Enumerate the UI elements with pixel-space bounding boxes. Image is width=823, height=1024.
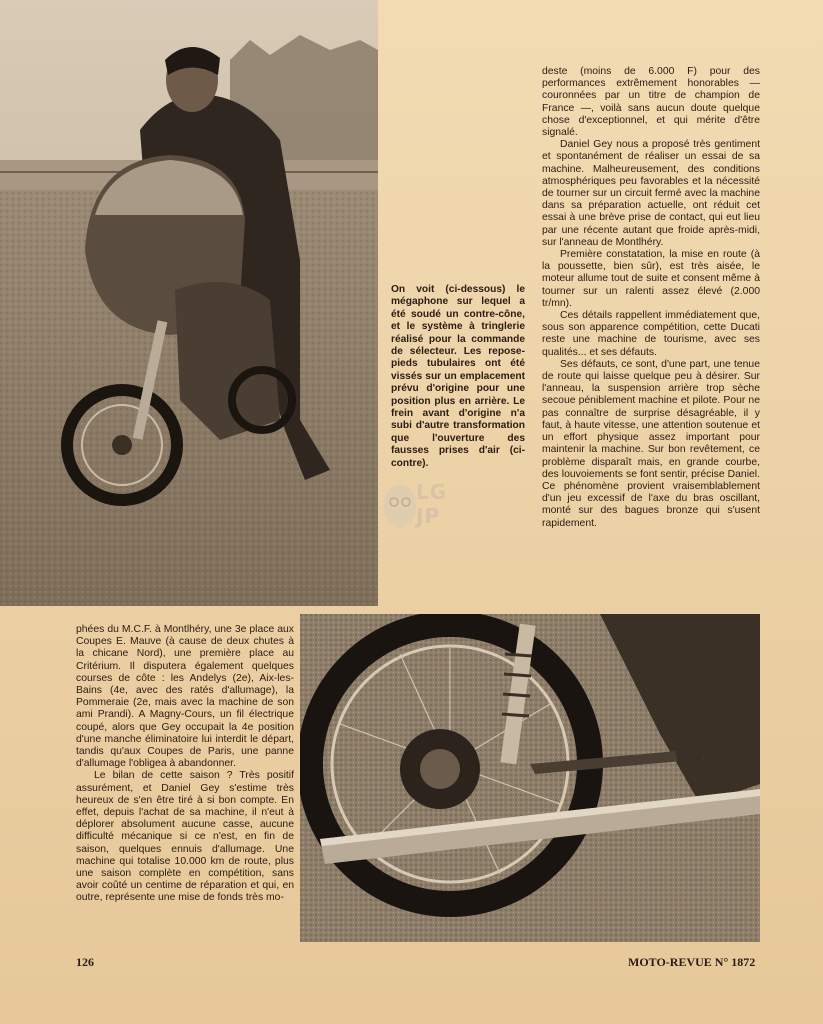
rider-motorcycle-photo <box>0 0 378 606</box>
paragraph: Ces détails rappellent immédiatement que, sous son apparence compétition, cette Ducati reste une machine de tourisme, avec ses qualités... et ses défauts. <box>542 310 760 358</box>
paragraph: phées du M.C.F. à Montlhéry, une 3e place aux Coupes E. Mauve (à cause de deux chutes à la chicane Nord), une première place au Critérium. Il disputera également quelques courses de côte : les Andelys (2e), Aix-les-Bains (4e, avec des ratés d'allumage), la Pommeraie (2e, mais avec la machine de son ami Prandi). A Magny-Cours, un fil électrique coupé, alors que Gey occupait la 4e position d'une manche éliminatoire lui interdit le départ, tandis qu'aux Coupes de Paris, une panne d'allumage l'obligea à abandonner. <box>76 624 294 770</box>
paragraph: Première constatation, la mise en route (à la poussette, bien sûr), est très aisée, le moteur allume tout de suite et consent même à tourner sur un ralenti assez élevé (2.000 tr/mn). <box>542 249 760 309</box>
caption-text: On voit (ci-dessous) le mégaphone sur lequel a été soudé un contre-cône, et le système à tringlerie réalisé pour la commande de sélecteur. Les repose-pieds tubulaires ont été vissés sur un emplacement prévu d'origine pour une position plus en arrière. Le frein avant d'origine n'a subi d'autre transformation que l'ouverture des fausses prises d'air (ci-contre). <box>391 284 525 469</box>
paragraph: Ses défauts, ce sont, d'une part, une tenue de route qui laisse quelque peu à désirer. Sur l'anneau, la suspension arrière trop sèche secoue péniblement machine et pilote. Pour ne pas connaître de surprise désagréable, il y faut, à haute vitesse, une attention soutenue et un effort physique assez important pour maintenir la machine. Sur bon revêtement, ce problème disparaît mais, en grande courbe, des louvoiements se font sentir, précise Daniel. Ce phénomène provient vraisemblablement d'un jeu excessif de l'axe du bras oscillant, monté sur des bagues bronze qui s'usent rapidement. <box>542 358 760 529</box>
paragraph: Daniel Gey nous a proposé très gentiment et spontanément de réaliser un essai de sa machine. Malheureusement, des conditions atmosphériques peu favorables et la nécessité de tourner sur un circuit fermé avec la machine dans sa préparation actuelle, ont réduit cet essai à une brève prise de contact, qui eut lieu par une récente autant que froide après-midi, sur l'anneau de Montlhéry. <box>542 139 760 248</box>
page-number: 126 <box>76 955 94 969</box>
photo-caption <box>391 284 525 470</box>
paragraph: deste (moins de 6.000 F) pour des performances extrêmement honorables — couronnées par un titre de champion de France —, voilà sans aucun doute quelque chose d'exceptionnel, et qui mérite d'être signalé. <box>542 66 760 139</box>
left-text-column <box>76 624 294 905</box>
face-icon <box>380 478 420 538</box>
watermark-logo <box>380 478 460 538</box>
watermark-line1: LG <box>416 480 448 504</box>
magazine-issue: MOTO-REVUE N° 1872 <box>628 955 756 969</box>
watermark-line2: JP <box>416 504 441 528</box>
right-text-column <box>542 66 760 530</box>
rear-wheel-exhaust-photo <box>300 614 760 942</box>
paragraph: Le bilan de cette saison ? Très positif assurément, et Daniel Gey s'estime très heureux de s'en être tiré à si bon compte. En effet, depuis l'achat de sa machine, il n'eut à déplorer absolument aucune casse, aucune difficulté mécanique si ce n'est, en fin de saison, quelques ennuis d'allumage. Une machine qui totalise 10.000 km de route, plus une saison complète en compétition, sans avoir coûté un centime de réparation et qui, en outre, représente une mise de fonds très mo- <box>76 770 294 904</box>
